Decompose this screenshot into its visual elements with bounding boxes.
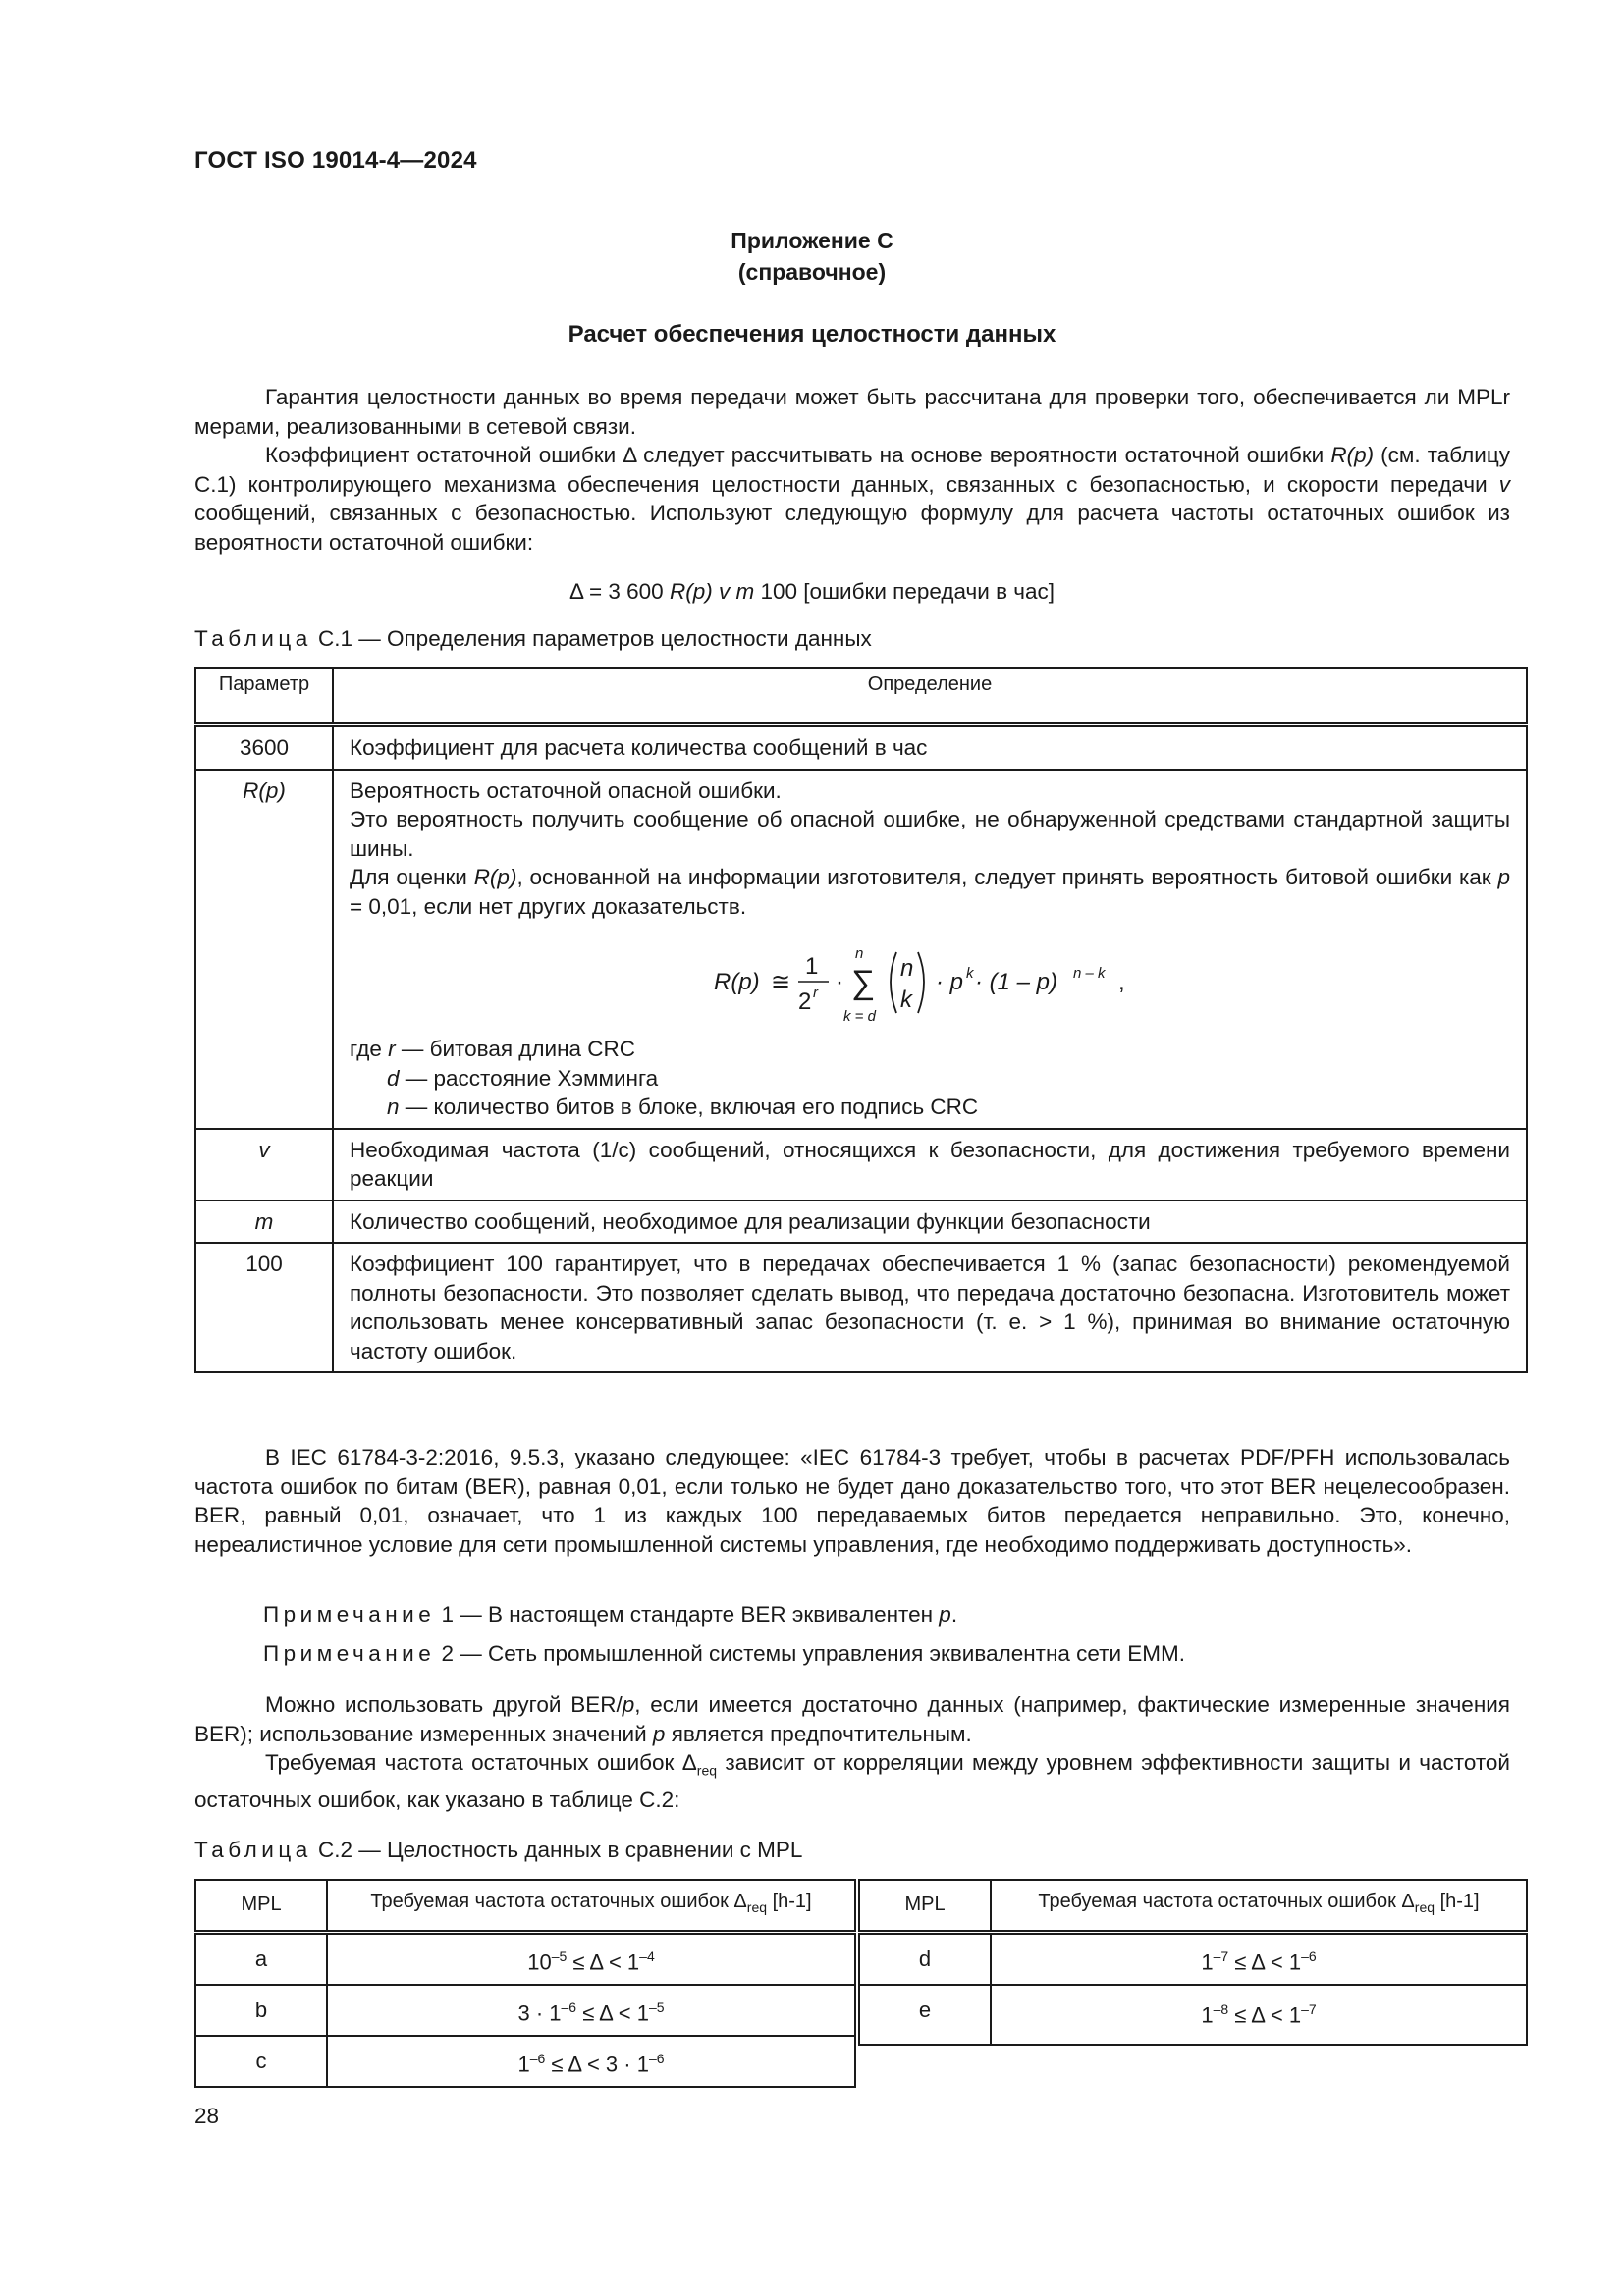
exp: –7 [1213, 1948, 1229, 1964]
note-text: . [950, 1602, 958, 1627]
mpl-cell: c [195, 2036, 327, 2087]
text-span: Можно использовать другой BER/ [265, 1692, 623, 1717]
binom-left-paren [891, 952, 896, 1013]
definition-cell: Количество сообщений, необходимое для реализации функции безопасности [333, 1201, 1527, 1244]
freq-cell [327, 1985, 855, 2036]
where-var: r [388, 1037, 396, 1061]
header-freq [991, 1880, 1527, 1933]
where-text: — расстояние Хэмминга [399, 1065, 659, 1091]
val: ≤ Δ < 3 · 1 [545, 2051, 649, 2076]
table2-caption [194, 1838, 802, 1863]
exp: –4 [639, 1948, 655, 1964]
where-r [350, 1035, 1510, 1064]
table-row [195, 770, 1527, 1129]
param-cell: 100 [195, 1243, 333, 1372]
exp: –6 [529, 2050, 546, 2066]
formula-tail: · p [936, 969, 964, 995]
table-c1 [194, 667, 1528, 1373]
val: 3 · 1 [517, 2000, 562, 2025]
caption-text: С.1 — Определения параметров целостности данных [311, 626, 872, 651]
val: 1 [1201, 1949, 1214, 1974]
mpl-cell: b [195, 1985, 327, 2036]
where-text: — количество битов в блоке, включая его подпись CRC [399, 1095, 979, 1119]
sum-sign: ∑ [851, 964, 876, 1001]
req-paragraph [194, 1748, 1510, 1815]
formula-r: r [813, 985, 818, 1001]
caption-label: Таблица [194, 626, 312, 651]
rp-line-2: Это вероятность получить сообщение об опасной ошибке, не обнаруженной средствами стандартной защиты шины. [350, 807, 1510, 861]
text-span: Для оценки [350, 865, 474, 889]
formula-part: Δ = 3 600 [568, 579, 670, 604]
where-n [350, 1093, 1510, 1122]
formula-tail-exp: k [966, 965, 974, 982]
table-c2-left [194, 1879, 856, 2088]
rp-formula [350, 938, 1510, 1025]
header-mpl: MPL [195, 1880, 327, 1933]
table-row [195, 725, 1527, 770]
param-cell: 3600 [195, 725, 333, 770]
formula-tail2-exp: n – k [1073, 965, 1106, 982]
text-span: зависит от корреляции между уровнем эффективности защиты и частотой остаточных ошибок, как указано в таблице С.2: [194, 1750, 1510, 1812]
iec-paragraph-block [194, 1443, 1510, 1559]
exp: –5 [648, 1999, 665, 2015]
definition-cell [333, 770, 1527, 1129]
definition-cell: Коэффициент 100 гарантирует, что в передачах обеспечивается 1 % (запас безопасности) рекомендуемой полноты безопасности. Это позволяет сделать вывод, что передача достаточно безопасна. Изготовитель может использовать менее консервативный запас безопасности (т. е. > 1 %), принимая во внимание остаточную частоту ошибок. [333, 1243, 1527, 1372]
intro-text [194, 383, 1510, 557]
table-row [195, 1129, 1527, 1201]
table-row [195, 1985, 855, 2036]
freq-cell [991, 1985, 1527, 2045]
intro-paragraph-1: Гарантия целостности данных во время передачи может быть рассчитана для проверки того, обеспечивается ли MPLr мерами, реализованными в сетевой связи. [194, 385, 1510, 439]
table-header-row [195, 668, 1527, 725]
freq-cell [991, 1933, 1527, 1986]
table-row [195, 1201, 1527, 1244]
table-row [195, 2036, 855, 2087]
header-definition: Определение [333, 668, 1527, 725]
note-1 [263, 1602, 957, 1628]
text-span: (см. таблицу С.1) контролирующего механизма обеспечения целостности данных, связанных с безопасностью, и скорости передачи [194, 443, 1510, 497]
definition-cell: Коэффициент для расчета количества сообщений в час [333, 725, 1527, 770]
header-text: [h-1] [767, 1891, 812, 1913]
param-cell: m [195, 1201, 333, 1244]
val: 10 [527, 1949, 552, 1974]
math-v: v [1498, 471, 1510, 497]
val: ≤ Δ < 1 [576, 2000, 649, 2025]
formula-comma: , [1118, 969, 1125, 995]
appendix-subtitle: (справочное) [737, 259, 887, 285]
param-cell: v [195, 1129, 333, 1201]
binom-k: k [900, 987, 912, 1013]
math-p: p [1497, 865, 1510, 889]
math-rp: R(p) [1330, 443, 1375, 467]
sum-top: n [855, 945, 864, 962]
formula-two: 2 [798, 988, 812, 1015]
text-span: , основанной на информации изготовителя, следует принять вероятность битовой ошибки как [516, 865, 1498, 889]
formula-lhs: R(p) [714, 969, 760, 995]
val: ≤ Δ < 1 [567, 1949, 640, 1974]
note-text: 2 — Сеть промышленной системы управления эквивалентна сети EMM. [435, 1641, 1186, 1666]
note-label: Примечание [263, 1641, 436, 1666]
mpl-cell: d [859, 1933, 991, 1986]
exp: –8 [1213, 2002, 1229, 2017]
val: 1 [1201, 2002, 1214, 2028]
freq-cell [327, 2036, 855, 2087]
freq-cell [327, 1933, 855, 1986]
val: 1 [517, 2051, 530, 2076]
val: ≤ Δ < 1 [1228, 1949, 1302, 1974]
definition-cell: Необходимая частота (1/с) сообщений, относящихся к безопасности, для достижения требуемого времени реакции [333, 1129, 1527, 1201]
exp: –6 [561, 1999, 577, 2015]
table-header-row [195, 1880, 855, 1933]
iec-paragraph: В IEC 61784-3-2:2016, 9.5.3, указано следующее: «IEC 61784-3 требует, чтобы в расчетах PDF/PFH использовалась частота ошибок по битам (BER), равная 0,01, если только не будет дано доказательство того, что этот BER нецелесообразен. BER, равный 0,01, означает, что 1 из каждых 100 передаваемых битов передается неправильно. Это, конечно, нереалистичное условие для сети промышленной системы управления, где необходимо поддерживать доступность». [194, 1445, 1510, 1557]
note-2 [263, 1641, 1185, 1667]
math-p: p [652, 1721, 666, 1746]
text-span: сообщений, связанных с безопасностью. Используют следующую формулу для расчета частоты остаточных ошибок из вероятности остаточной ошибки: [194, 501, 1510, 555]
where-var: d [387, 1065, 400, 1091]
binom-n: n [900, 955, 914, 982]
ber-text [194, 1690, 1510, 1815]
table-header-row [859, 1880, 1527, 1933]
param-cell: R(p) [195, 770, 333, 1129]
header-mpl: MPL [859, 1880, 991, 1933]
mpl-cell: a [195, 1933, 327, 1986]
mpl-cell: e [859, 1985, 991, 2045]
req-subscript: req [696, 1762, 718, 1779]
where-text: — битовая длина CRC [395, 1037, 636, 1061]
exp: –6 [1301, 1948, 1317, 1964]
rp-formula-svg [714, 938, 1146, 1027]
math-p: p [622, 1692, 635, 1717]
rp-line-1: Вероятность остаточной опасной ошибки. [350, 777, 782, 803]
math-rp: R(p) [473, 865, 517, 889]
note-label: Примечание [263, 1602, 436, 1627]
table1-caption [194, 626, 872, 652]
appendix-title: Приложение С [731, 228, 893, 253]
caption-text: С.2 — Целостность данных в сравнении с MPL [311, 1838, 803, 1862]
text-span: Требуемая частота остаточных ошибок Δ [265, 1750, 697, 1775]
formula-approx: ≅ [771, 969, 791, 995]
where-d [350, 1064, 1510, 1094]
where-var: n [387, 1095, 400, 1119]
where-prefix: где [350, 1037, 389, 1061]
header-text: Требуемая частота остаточных ошибок Δ [1038, 1891, 1415, 1913]
formula-one: 1 [805, 953, 819, 980]
formula-tail2: · (1 – p) [975, 969, 1058, 995]
header-freq [327, 1880, 855, 1933]
rp-line-3 [350, 863, 1510, 921]
text-span: , если имеется достаточно данных (например, фактические измеренные значения BER); использование измеренных значений [194, 1692, 1510, 1746]
intro-paragraph-2 [194, 441, 1510, 557]
main-formula [0, 579, 1624, 605]
exp: –5 [551, 1948, 568, 1964]
exp: –6 [648, 2050, 665, 2066]
table-row [195, 1933, 855, 1986]
exp: –7 [1301, 2002, 1317, 2017]
table-row [195, 1243, 1527, 1372]
page-number: 28 [194, 2104, 220, 2128]
formula-vars: R(p) v m [669, 579, 755, 604]
table-c2-right [858, 1879, 1528, 2046]
text-span: Коэффициент остаточной ошибки Δ следует рассчитывать на основе вероятности остаточной ошибки [265, 443, 1331, 467]
table-row [859, 1933, 1527, 1986]
formula-part: 100 [ошибки передачи в час] [754, 579, 1056, 604]
ber-paragraph [194, 1690, 1510, 1748]
header-param: Параметр [195, 668, 333, 725]
val: ≤ Δ < 1 [1228, 2002, 1302, 2028]
header-sub: req [746, 1899, 768, 1916]
header-sub: req [1414, 1899, 1435, 1916]
document-header: ГОСТ ISO 19014-4—2024 [194, 147, 477, 174]
appendix-heading: Расчет обеспечения целостности данных [568, 321, 1056, 347]
text-span: является предпочтительным. [665, 1721, 972, 1746]
binom-right-paren [918, 952, 924, 1013]
formula-dot: · [836, 969, 843, 995]
caption-label: Таблица [194, 1838, 312, 1862]
text-span: = 0,01, если нет других доказательств. [350, 893, 747, 919]
note-text: 1 — В настоящем стандарте BER эквивалентен [435, 1602, 940, 1627]
note-var: p [939, 1602, 951, 1627]
header-text: [h-1] [1435, 1891, 1480, 1913]
header-text: Требуемая частота остаточных ошибок Δ [370, 1891, 747, 1913]
sum-bottom: k = d [843, 1008, 876, 1025]
